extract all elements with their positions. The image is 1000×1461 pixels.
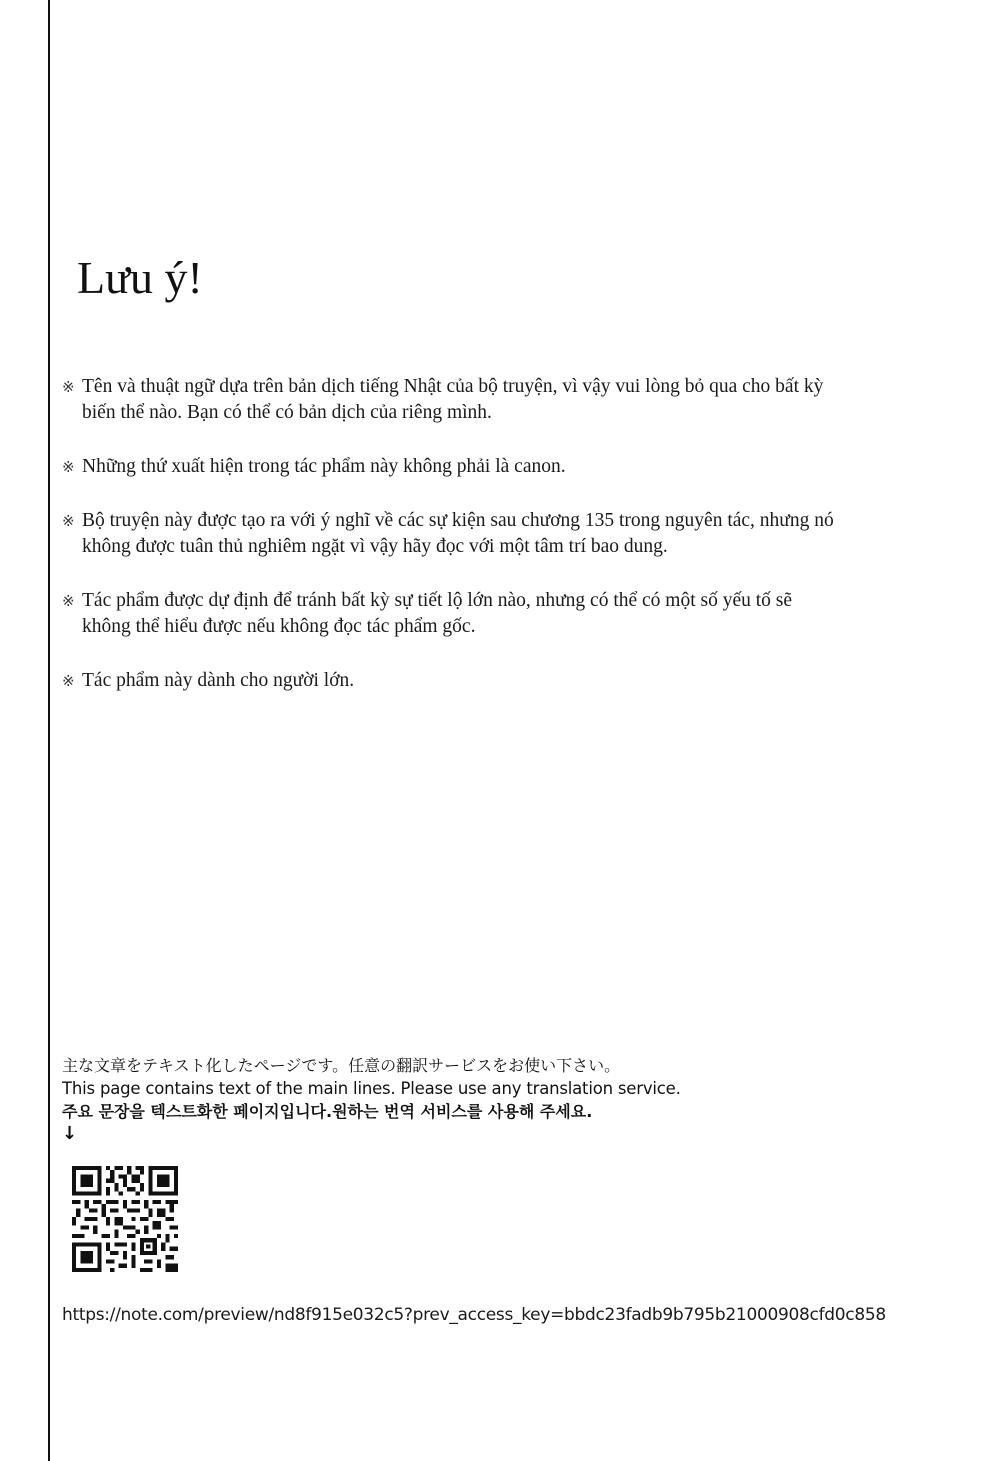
note-text-line: biến thể nào. Bạn có thể có bản dịch của riêng mình.: [82, 402, 492, 423]
reference-mark-icon: ※: [62, 672, 75, 690]
note-text-line: Những thứ xuất hiện trong tác phẩm này không phải là canon.: [82, 456, 566, 477]
reference-mark-icon: ※: [62, 592, 75, 610]
note-text-line: không được tuân thủ nghiêm ngặt vì vậy hãy đọc với một tâm trí bao dung.: [82, 536, 668, 557]
footer-korean-text: 주요 문장을 텍스트화한 페이지입니다.원하는 번역 서비스를 사용해 주세요.: [62, 1102, 593, 1121]
translation-footer: [62, 1054, 962, 1145]
note-text-line: Tác phẩm này dành cho người lớn.: [82, 670, 355, 691]
reference-mark-icon: ※: [62, 512, 75, 530]
qr-code-icon: [72, 1166, 178, 1272]
note-text-line: Tên và thuật ngữ dựa trên bản dịch tiếng Nhật của bộ truyện, vì vậy vui lòng bỏ qua cho bất kỳ: [82, 376, 824, 397]
reference-mark-icon: ※: [62, 378, 75, 396]
note-text-line: không thể hiểu được nếu không đọc tác phẩm gốc.: [82, 616, 476, 637]
notes-list: [62, 374, 932, 722]
reference-mark-icon: ※: [62, 458, 75, 476]
note-text-line: Bộ truyện này được tạo ra với ý nghĩ về các sự kiện sau chương 135 trong nguyên tác, nhưng nó: [82, 510, 834, 531]
note-preview-link[interactable]: https://note.com/preview/nd8f915e032c5?prev_access_key=bbdc23fadb9b795b21000908cfd0c858: [62, 1305, 886, 1325]
note-item: [62, 588, 932, 640]
note-text-line: Tác phẩm được dự định để tránh bất kỳ sự tiết lộ lớn nào, nhưng có thể có một số yếu tố sẽ: [82, 590, 793, 611]
down-arrow-icon: ↓: [62, 1123, 78, 1144]
note-item: [62, 454, 932, 480]
note-item: [62, 508, 932, 560]
page-left-border: [48, 0, 50, 1461]
note-item: [62, 668, 932, 694]
footer-english-text: This page contains text of the main lines. Please use any translation service.: [62, 1079, 681, 1098]
footer-japanese-text: 主な文章をテキスト化したページです。任意の翻訳サービスをお使い下さい。: [62, 1056, 621, 1075]
page-title: Lưu ý!: [77, 252, 203, 303]
note-item: [62, 374, 932, 426]
qr-code[interactable]: [72, 1166, 178, 1272]
